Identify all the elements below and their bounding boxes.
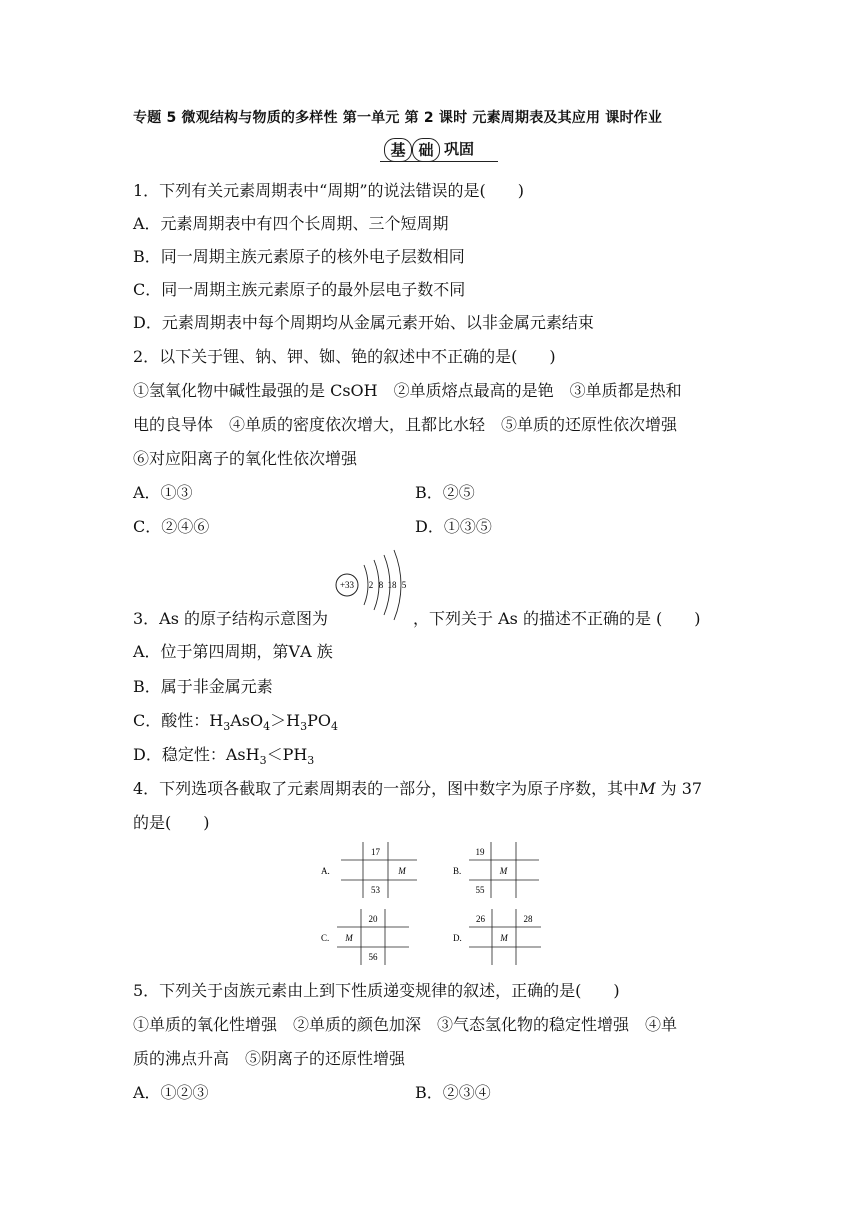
q5-option-b: B．②③④ — [415, 1083, 491, 1102]
banner-char-2: 础 — [412, 138, 440, 162]
svg-text:19: 19 — [475, 847, 485, 857]
shell-electrons-2: 8 — [378, 580, 384, 590]
q1-option-d: D．元素周期表中每个周期均从金属元素开始、以非金属元素结束 — [133, 313, 594, 332]
svg-text:M: M — [500, 933, 508, 943]
q2-option-a: A．①③ — [133, 483, 193, 502]
svg-text:C.: C. — [321, 933, 330, 943]
q3-stem-part-2: ，下列关于 As 的描述不正确的是 ( ) — [413, 609, 701, 628]
svg-text:28: 28 — [523, 914, 533, 924]
svg-text:17: 17 — [371, 847, 380, 857]
q4-stem-line-1: 4．下列选项各截取了元素周期表的一部分，图中数字为原子序数，其中M 为 37 — [133, 779, 703, 798]
q2-body-line-3: ⑥对应阳离子的氧化性依次增强 — [133, 449, 358, 468]
atomic-structure-diagram — [332, 548, 412, 626]
q1-option-b: B．同一周期主族元素原子的核外电子层数相同 — [133, 247, 465, 266]
q5-option-a: A．①②③ — [133, 1083, 209, 1102]
q2-body-line-1: ①氢氧化物中碱性最强的是 CsOH ②单质熔点最高的是铯 ③单质都是热和 — [133, 381, 682, 400]
banner-text: 巩固 — [444, 140, 475, 158]
table-fragment-b — [453, 842, 539, 898]
q1-stem: 1．下列有关元素周期表中“周期”的说法错误的是( ) — [133, 181, 525, 200]
q5-stem: 5．下列关于卤族元素由上到下性质递变规律的叙述，正确的是( ) — [133, 981, 620, 1000]
svg-text:20: 20 — [368, 914, 378, 924]
svg-text:55: 55 — [475, 885, 485, 895]
svg-text:26: 26 — [476, 914, 485, 924]
q3-option-d: D．稳定性：$AsH_3<PH_3$ — [133, 745, 315, 767]
q5-body-line-2: 质的沸点升高 ⑤阴离子的还原性增强 — [133, 1049, 406, 1068]
section-banner — [380, 137, 500, 163]
table-fragment-d — [453, 909, 541, 965]
q2-option-d: D．①③⑤ — [415, 517, 492, 536]
q2-stem: 2．以下关于锂、钠、钾、铷、铯的叙述中不正确的是( ) — [133, 347, 556, 366]
svg-text:53: 53 — [371, 885, 380, 895]
q3-option-c: C．酸性：$H_3AsO_4>H_3PO_4$ — [133, 711, 338, 733]
banner-char-1: 基 — [384, 138, 412, 162]
svg-text:B.: B. — [453, 866, 462, 876]
svg-text:56: 56 — [368, 952, 378, 962]
q2-option-c: C．②④⑥ — [133, 517, 210, 536]
svg-text:M: M — [499, 866, 508, 876]
q5-body-line-1: ①单质的氧化性增强 ②单质的颜色加深 ③气态氢化物的稳定性增强 ④单 — [133, 1015, 678, 1034]
shell-electrons-4: 5 — [401, 580, 407, 590]
shell-arc-1 — [364, 565, 368, 605]
q3-stem-part-1: 3．As 的原子结构示意图为 — [133, 609, 329, 628]
svg-text:D.: D. — [453, 933, 462, 943]
shell-electrons-3: 18 — [387, 580, 397, 590]
periodic-table-fragments — [315, 840, 545, 970]
q2-body-line-2: 电的良导体 ④单质的密度依次增大，且都比水轻 ⑤单质的还原性依次增强 — [133, 415, 678, 434]
nucleus-charge: +33 — [339, 580, 355, 590]
q3-option-a: A．位于第四周期，第ⅤA 族 — [133, 642, 333, 661]
q2-option-b: B．②⑤ — [415, 483, 475, 502]
svg-text:M: M — [398, 866, 406, 876]
q1-option-c: C．同一周期主族元素原子的最外层电子数不同 — [133, 280, 466, 299]
q3-option-b: B．属于非金属元素 — [133, 677, 273, 696]
svg-text:A.: A. — [321, 866, 330, 876]
q1-option-a: A．元素周期表中有四个长周期、三个短周期 — [133, 214, 449, 233]
svg-text:M: M — [345, 933, 353, 943]
shell-electrons-1: 2 — [368, 580, 374, 590]
banner-underline — [380, 161, 498, 162]
page-header: 专题 5 微观结构与物质的多样性 第一单元 第 2 课时 元素周期表及其应用 课时作业 — [133, 110, 663, 126]
table-fragment-c — [321, 909, 409, 965]
q4-stem-line-2: 的是( ) — [133, 813, 210, 832]
table-fragment-a — [321, 842, 417, 898]
